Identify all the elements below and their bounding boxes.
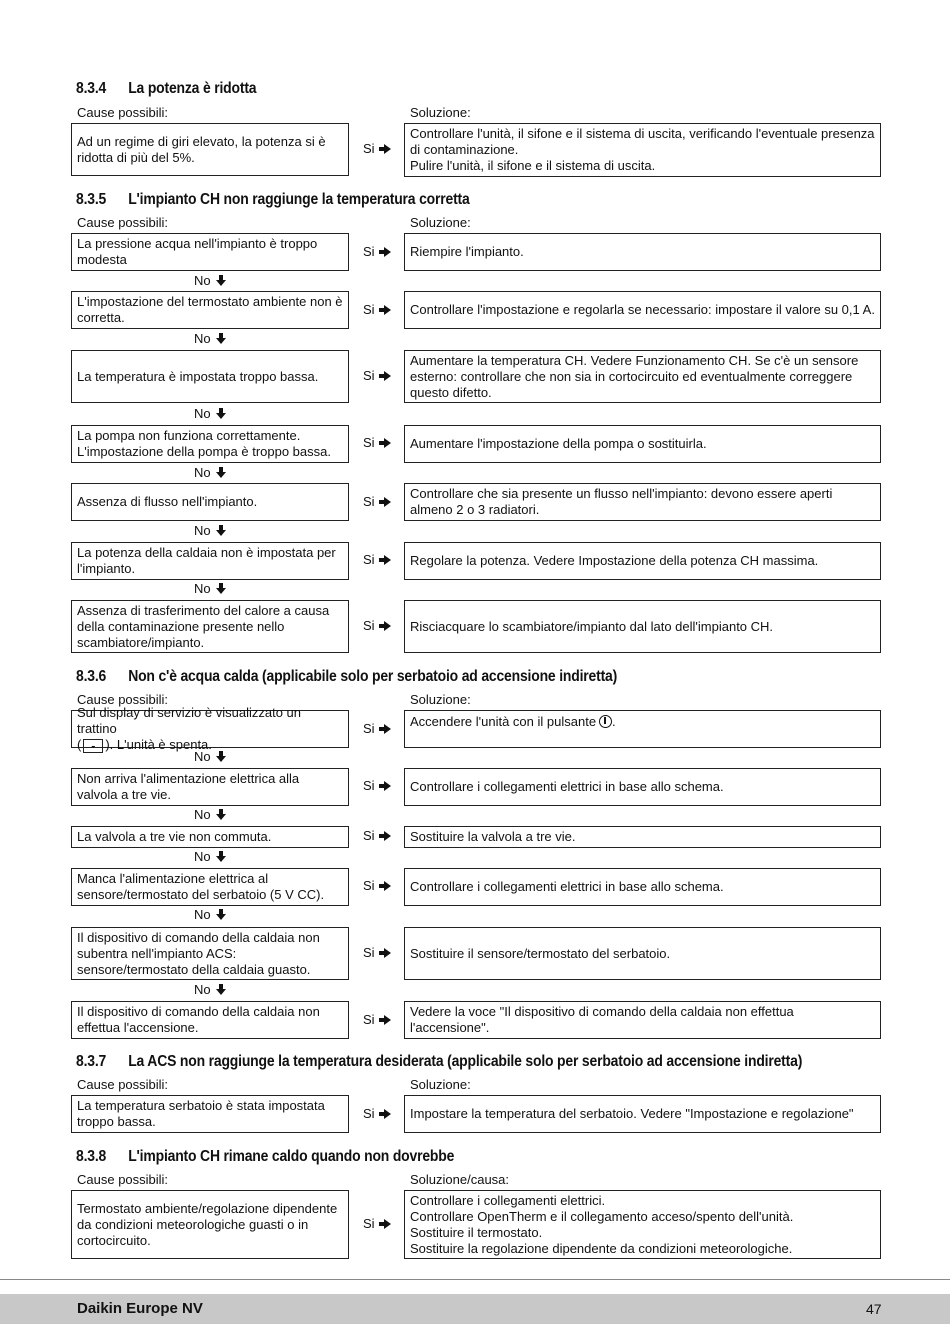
yes-arrow: Si	[363, 721, 391, 736]
right-arrow-icon	[384, 881, 391, 891]
right-arrow-icon	[384, 305, 391, 315]
no-arrow: No	[194, 581, 226, 596]
solution-box: Accendere l'unità con il pulsante .	[404, 710, 881, 748]
right-arrow-icon	[384, 1015, 391, 1025]
solution-label: Soluzione:	[410, 1077, 471, 1092]
cause-box: Assenza di flusso nell'impianto.	[71, 483, 349, 521]
no-arrow: No	[194, 982, 226, 997]
yes-arrow: Si	[363, 435, 391, 450]
yes-arrow: Si	[363, 828, 391, 843]
down-arrow-icon	[216, 751, 226, 762]
solution-box: Riempire l'impianto.	[404, 233, 881, 271]
yes-arrow: Si	[363, 302, 391, 317]
no-arrow: No	[194, 523, 226, 538]
page-number: 47	[866, 1301, 882, 1317]
cause-box: La pompa non funziona correttamente. L'impostazione della pompa è troppo bassa.	[71, 425, 349, 463]
cause-box: La potenza della caldaia non è impostata per l'impianto.	[71, 542, 349, 580]
down-arrow-icon	[216, 275, 226, 286]
cause-box: La pressione acqua nell'impianto è troppo modesta	[71, 233, 349, 271]
no-arrow: No	[194, 849, 226, 864]
right-arrow-icon	[384, 144, 391, 154]
right-arrow-icon	[384, 1219, 391, 1229]
right-arrow-icon	[384, 371, 391, 381]
right-arrow-icon	[384, 247, 391, 257]
down-arrow-icon	[216, 467, 226, 478]
cause-box: Termostato ambiente/regolazione dipendente da condizioni meteorologiche guasti o in cortocircuito.	[71, 1190, 349, 1259]
yes-arrow: Si	[363, 552, 391, 567]
section-title-8-3-4: 8.3.4 La potenza è ridotta	[76, 80, 257, 97]
no-arrow: No	[194, 331, 226, 346]
solution-label: Soluzione:	[410, 105, 471, 120]
no-arrow: No	[194, 749, 226, 764]
cause-label: Cause possibili:	[77, 105, 169, 120]
solution-box: Controllare i collegamenti elettrici in base allo schema.	[404, 768, 881, 806]
footer-company: Daikin Europe NV	[77, 1300, 203, 1317]
solution-box: Sostituire il sensore/termostato del serbatoio.	[404, 927, 881, 980]
power-button-icon	[599, 715, 612, 728]
down-arrow-icon	[216, 809, 226, 820]
cause-box: L'impostazione del termostato ambiente non è corretta.	[71, 291, 349, 329]
solution-box: Aumentare l'impostazione della pompa o sostituirla.	[404, 425, 881, 463]
cause-box: La valvola a tre vie non commuta.	[71, 826, 349, 848]
solution-box: Controllare l'impostazione e regolarla se necessario: impostare il valore su 0,1 A.	[404, 291, 881, 329]
cause-label: Cause possibili:	[77, 1077, 169, 1092]
solution-box: Regolare la potenza. Vedere Impostazione della potenza CH massima.	[404, 542, 881, 580]
section-title-8-3-7: 8.3.7 La ACS non raggiunge la temperatura desiderata (applicabile solo per serbatoio ad accensione indiretta)	[76, 1053, 803, 1070]
right-arrow-icon	[384, 555, 391, 565]
yes-arrow: Si	[363, 141, 391, 156]
right-arrow-icon	[384, 781, 391, 791]
no-arrow: No	[194, 465, 226, 480]
down-arrow-icon	[216, 333, 226, 344]
cause-box: La temperatura serbatoio è stata impostata troppo bassa.	[71, 1095, 349, 1133]
cause-box: Sul display di servizio è visualizzato un trattino ( - ). L'unità è spenta.	[71, 710, 349, 748]
solution-box: Controllare i collegamenti elettrici. Controllare OpenTherm e il collegamento acceso/spento dell'unità. Sostituire il termostato. Sostituire la regolazione dipendente da condizioni meteorologiche.	[404, 1190, 881, 1259]
down-arrow-icon	[216, 909, 226, 920]
dash-display-symbol: -	[83, 739, 103, 753]
cause-box: La temperatura è impostata troppo bassa.	[71, 350, 349, 403]
cause-label: Cause possibili:	[77, 1172, 169, 1187]
solution-box: Controllare i collegamenti elettrici in base allo schema.	[404, 868, 881, 906]
right-arrow-icon	[384, 831, 391, 841]
solution-box: Risciacquare lo scambiatore/impianto dal lato dell'impianto CH.	[404, 600, 881, 653]
right-arrow-icon	[384, 621, 391, 631]
solution-box: Sostituire la valvola a tre vie.	[404, 826, 881, 848]
yes-arrow: Si	[363, 618, 391, 633]
no-arrow: No	[194, 406, 226, 421]
right-arrow-icon	[384, 438, 391, 448]
right-arrow-icon	[384, 948, 391, 958]
section-title-8-3-6: 8.3.6 Non c'è acqua calda (applicabile solo per serbatoio ad accensione indiretta)	[76, 668, 618, 685]
no-arrow: No	[194, 807, 226, 822]
down-arrow-icon	[216, 525, 226, 536]
right-arrow-icon	[384, 497, 391, 507]
section-title-8-3-8: 8.3.8 L'impianto CH rimane caldo quando non dovrebbe	[76, 1148, 455, 1165]
solution-box: Vedere la voce "Il dispositivo di comando della caldaia non effettua l'accensione".	[404, 1001, 881, 1039]
yes-arrow: Si	[363, 1216, 391, 1231]
down-arrow-icon	[216, 984, 226, 995]
down-arrow-icon	[216, 851, 226, 862]
yes-arrow: Si	[363, 778, 391, 793]
yes-arrow: Si	[363, 368, 391, 383]
solution-box: Controllare che sia presente un flusso nell'impianto: devono essere aperti almeno 2 o 3 radiatori.	[404, 483, 881, 521]
yes-arrow: Si	[363, 494, 391, 509]
section-title-8-3-5: 8.3.5 L'impianto CH non raggiunge la temperatura corretta	[76, 191, 470, 208]
cause-box: Manca l'alimentazione elettrica al sensore/termostato del serbatoio (5 V CC).	[71, 868, 349, 906]
cause-box: Ad un regime di giri elevato, la potenza si è ridotta di più del 5%.	[71, 123, 349, 176]
yes-arrow: Si	[363, 945, 391, 960]
solution-box: Controllare l'unità, il sifone e il sistema di uscita, verificando l'eventuale presenza di contaminazione. Pulire l'unità, il sifone e il sistema di uscita.	[404, 123, 881, 177]
down-arrow-icon	[216, 583, 226, 594]
right-arrow-icon	[384, 724, 391, 734]
cause-box: Assenza di trasferimento del calore a causa della contaminazione presente nello scambiatore/impianto.	[71, 600, 349, 653]
solution-cause-label: Soluzione/causa:	[410, 1172, 510, 1187]
right-arrow-icon	[384, 1109, 391, 1119]
solution-box: Aumentare la temperatura CH. Vedere Funzionamento CH. Se c'è un sensore esterno: controllare che non sia in cortocircuito ed eventualmente correggere questo difetto.	[404, 350, 881, 403]
cause-label: Cause possibili:	[77, 215, 169, 230]
yes-arrow: Si	[363, 878, 391, 893]
yes-arrow: Si	[363, 1012, 391, 1027]
cause-box: Non arriva l'alimentazione elettrica alla valvola a tre vie.	[71, 768, 349, 806]
solution-label: Soluzione:	[410, 692, 471, 707]
cause-label: Cause possibili:	[77, 692, 169, 707]
solution-label: Soluzione:	[410, 215, 471, 230]
cause-box: Il dispositivo di comando della caldaia non subentra nell'impianto ACS: sensore/termostato della caldaia guasto.	[71, 927, 349, 980]
no-arrow: No	[194, 273, 226, 288]
yes-arrow: Si	[363, 244, 391, 259]
solution-box: Impostare la temperatura del serbatoio. Vedere "Impostazione e regolazione"	[404, 1095, 881, 1133]
cause-box: Il dispositivo di comando della caldaia non effettua l'accensione.	[71, 1001, 349, 1039]
footer-divider	[0, 1279, 950, 1280]
no-arrow: No	[194, 907, 226, 922]
down-arrow-icon	[216, 408, 226, 419]
yes-arrow: Si	[363, 1106, 391, 1121]
